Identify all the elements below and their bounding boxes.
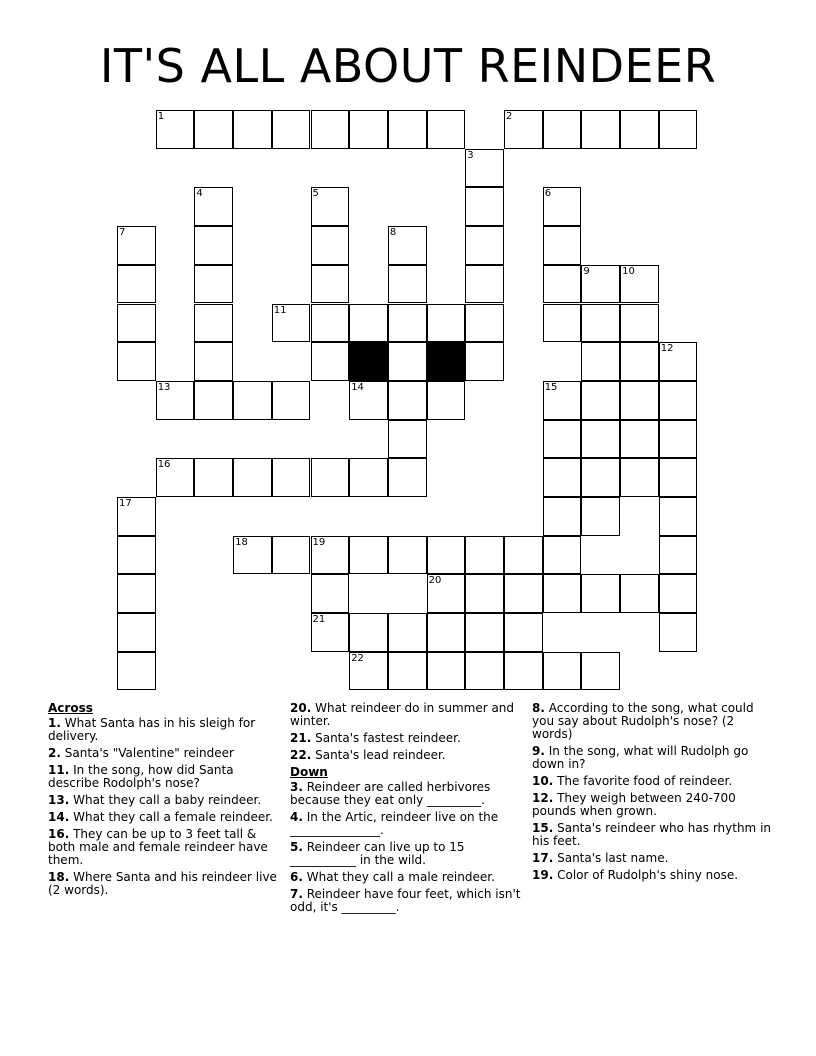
clue-across-2: 2. Santa's "Valentine" reindeer bbox=[48, 746, 234, 760]
grid-cell[interactable] bbox=[233, 110, 272, 149]
grid-cell[interactable] bbox=[504, 110, 543, 149]
grid-cell[interactable] bbox=[388, 458, 427, 497]
grid-cell[interactable] bbox=[311, 342, 350, 381]
clue-number: 5 bbox=[312, 188, 319, 200]
grid-cell[interactable] bbox=[465, 574, 504, 613]
clue-down-7: 7. Reindeer have four feet, which isn't odd, it's _________. bbox=[290, 887, 521, 914]
clue-down-8: 8. According to the song, what could you say about Rudolph's nose? (2 words) bbox=[532, 701, 754, 741]
grid-cell[interactable] bbox=[620, 304, 659, 343]
clue-across-13: 13. What they call a baby reindeer. bbox=[48, 793, 262, 807]
clue-across-1: 1. What Santa has in his sleigh for delivery. bbox=[48, 716, 256, 743]
grid-cell[interactable] bbox=[117, 497, 156, 536]
grid-cell[interactable] bbox=[465, 187, 504, 226]
clue-down-19: 19. Color of Rudolph's shiny nose. bbox=[532, 868, 739, 882]
grid-cell[interactable] bbox=[543, 458, 582, 497]
grid-cell[interactable] bbox=[349, 110, 388, 149]
grid-cell[interactable] bbox=[388, 110, 427, 149]
grid-cell[interactable] bbox=[659, 458, 698, 497]
clue-down-3: 3. Reindeer are called herbivores because they eat only _________. bbox=[290, 780, 491, 807]
grid-cell[interactable] bbox=[194, 226, 233, 265]
grid-cell[interactable] bbox=[311, 458, 350, 497]
clue-number: 2 bbox=[506, 111, 513, 122]
clues-column-3 bbox=[532, 702, 772, 886]
clue-number: 16 bbox=[157, 459, 171, 471]
grid-cell[interactable] bbox=[117, 265, 156, 304]
grid-cell[interactable] bbox=[620, 420, 659, 459]
grid-cell[interactable] bbox=[233, 536, 272, 575]
grid-cell[interactable] bbox=[581, 342, 620, 381]
grid-cell[interactable] bbox=[156, 458, 195, 497]
grid-cell[interactable] bbox=[504, 574, 543, 613]
clue-down-4: 4. In the Artic, reindeer live on the _______________. bbox=[290, 810, 499, 837]
grid-cell[interactable] bbox=[581, 265, 620, 304]
clue-number: 4 bbox=[196, 188, 203, 200]
clue-across-22: 22. Santa's lead reindeer. bbox=[290, 748, 446, 762]
grid-cell[interactable] bbox=[388, 613, 427, 652]
clue-number: 13 bbox=[157, 381, 171, 393]
grid-cell[interactable] bbox=[465, 226, 504, 265]
clue-across-20: 20. What reindeer do in summer and winter. bbox=[290, 701, 515, 728]
grid-cell[interactable] bbox=[349, 381, 388, 420]
clue-down-5: 5. Reindeer can live up to 15 ___________ in the wild. bbox=[290, 840, 465, 867]
crossword-grid bbox=[117, 110, 698, 691]
grid-cell[interactable] bbox=[117, 613, 156, 652]
grid-cell[interactable] bbox=[194, 110, 233, 149]
grid-cell[interactable] bbox=[194, 381, 233, 420]
clues-column-1 bbox=[48, 702, 278, 901]
grid-cell[interactable] bbox=[659, 381, 698, 420]
grid-cell[interactable] bbox=[311, 265, 350, 304]
grid-cell[interactable] bbox=[620, 342, 659, 381]
grid-cell[interactable] bbox=[427, 613, 466, 652]
blocked-cell bbox=[349, 342, 388, 381]
clue-number: 17 bbox=[119, 498, 132, 509]
grid-cell[interactable] bbox=[311, 226, 350, 265]
clues-column-2 bbox=[290, 702, 525, 918]
grid-cell[interactable] bbox=[543, 265, 582, 304]
clue-number: 21 bbox=[312, 614, 326, 626]
grid-cell[interactable] bbox=[233, 381, 272, 420]
grid-cell[interactable] bbox=[117, 226, 156, 265]
grid-cell[interactable] bbox=[465, 149, 504, 188]
grid-cell[interactable] bbox=[659, 497, 698, 536]
grid-cell[interactable] bbox=[311, 304, 350, 343]
grid-cell[interactable] bbox=[427, 574, 466, 613]
grid-cell[interactable] bbox=[465, 304, 504, 343]
clue-number: 14 bbox=[351, 381, 364, 393]
grid-cell[interactable] bbox=[465, 613, 504, 652]
grid-cell[interactable] bbox=[620, 458, 659, 497]
clue-number: 20 bbox=[428, 575, 442, 587]
grid-cell[interactable] bbox=[194, 265, 233, 304]
grid-cell[interactable] bbox=[620, 381, 659, 420]
down-heading: Down bbox=[290, 765, 328, 779]
grid-cell[interactable] bbox=[388, 304, 427, 343]
grid-cell[interactable] bbox=[388, 652, 427, 691]
clue-number: 22 bbox=[351, 652, 364, 664]
clue-number: 6 bbox=[544, 188, 552, 200]
clue-down-15: 15. Santa's reindeer who has rhythm in his feet. bbox=[532, 821, 772, 848]
grid-cell[interactable] bbox=[388, 381, 427, 420]
grid-cell[interactable] bbox=[543, 304, 582, 343]
grid-cell[interactable] bbox=[311, 574, 350, 613]
grid-cell[interactable] bbox=[581, 574, 620, 613]
grid-cell[interactable] bbox=[427, 536, 466, 575]
clue-number: 12 bbox=[660, 343, 674, 355]
grid-cell[interactable] bbox=[194, 187, 233, 226]
clue-down-6: 6. What they call a male reindeer. bbox=[290, 870, 495, 884]
clue-across-21: 21. Santa's fastest reindeer. bbox=[290, 731, 461, 745]
grid-cell[interactable] bbox=[233, 458, 272, 497]
grid-cell[interactable] bbox=[272, 304, 311, 343]
grid-cell[interactable] bbox=[581, 420, 620, 459]
clue-across-11: 11. In the song, how did Santa describe Rodolph's nose? bbox=[48, 763, 234, 790]
grid-cell[interactable] bbox=[388, 342, 427, 381]
grid-cell[interactable] bbox=[581, 304, 620, 343]
grid-cell[interactable] bbox=[117, 574, 156, 613]
grid-cell[interactable] bbox=[581, 497, 620, 536]
grid-cell[interactable] bbox=[620, 574, 659, 613]
grid-cell[interactable] bbox=[388, 226, 427, 265]
grid-cell[interactable] bbox=[388, 265, 427, 304]
grid-cell[interactable] bbox=[272, 536, 311, 575]
grid-cell[interactable] bbox=[659, 110, 698, 149]
grid-cell[interactable] bbox=[272, 381, 311, 420]
grid-cell[interactable] bbox=[659, 420, 698, 459]
clue-number: 3 bbox=[467, 149, 474, 161]
grid-cell[interactable] bbox=[543, 574, 582, 613]
grid-cell[interactable] bbox=[156, 381, 195, 420]
grid-cell[interactable] bbox=[543, 497, 582, 536]
grid-cell[interactable] bbox=[194, 304, 233, 343]
grid-cell[interactable] bbox=[349, 304, 388, 343]
clue-number: 9 bbox=[583, 265, 590, 277]
clue-number: 8 bbox=[389, 227, 397, 239]
grid-cell[interactable] bbox=[504, 613, 543, 652]
clue-down-17: 17. Santa's last name. bbox=[532, 851, 669, 865]
grid-cell[interactable] bbox=[311, 536, 350, 575]
grid-cell[interactable] bbox=[465, 536, 504, 575]
clue-number: 19 bbox=[312, 536, 326, 548]
grid-cell[interactable] bbox=[465, 652, 504, 691]
grid-cell[interactable] bbox=[543, 420, 582, 459]
grid-cell[interactable] bbox=[659, 536, 698, 575]
grid-cell[interactable] bbox=[581, 110, 620, 149]
grid-cell[interactable] bbox=[581, 458, 620, 497]
grid-cell[interactable] bbox=[620, 110, 659, 149]
clue-number: 10 bbox=[622, 265, 635, 277]
grid-cell[interactable] bbox=[427, 652, 466, 691]
clue-across-18: 18. Where Santa and his reindeer live (2 words). bbox=[48, 870, 277, 897]
clue-number: 7 bbox=[119, 227, 126, 239]
grid-cell[interactable] bbox=[659, 342, 698, 381]
grid-cell[interactable] bbox=[620, 265, 659, 304]
grid-cell[interactable] bbox=[465, 342, 504, 381]
grid-cell[interactable] bbox=[427, 110, 466, 149]
grid-cell[interactable] bbox=[272, 458, 311, 497]
clue-across-16: 16. They can be up to 3 feet tall & both male and female reindeer have them. bbox=[48, 827, 268, 867]
blocked-cell bbox=[427, 342, 466, 381]
clue-number: 1 bbox=[157, 111, 165, 122]
grid-cell[interactable] bbox=[117, 304, 156, 343]
grid-cell[interactable] bbox=[117, 536, 156, 575]
grid-cell[interactable] bbox=[543, 536, 582, 575]
grid-cell[interactable] bbox=[117, 652, 156, 691]
across-heading: Across bbox=[48, 701, 93, 715]
clue-down-10: 10. The favorite food of reindeer. bbox=[532, 774, 733, 788]
grid-cell[interactable] bbox=[388, 536, 427, 575]
grid-cell[interactable] bbox=[581, 652, 620, 691]
grid-cell[interactable] bbox=[388, 420, 427, 459]
grid-cell[interactable] bbox=[659, 613, 698, 652]
grid-cell[interactable] bbox=[504, 652, 543, 691]
puzzle-title: IT'S ALL ABOUT REINDEER bbox=[99, 39, 717, 93]
clue-number: 15 bbox=[544, 381, 558, 393]
clue-down-9: 9. In the song, what will Rudolph go down in? bbox=[532, 744, 749, 771]
grid-cell[interactable] bbox=[311, 613, 350, 652]
grid-cell[interactable] bbox=[349, 613, 388, 652]
grid-cell[interactable] bbox=[349, 458, 388, 497]
grid-cell[interactable] bbox=[543, 226, 582, 265]
grid-cell[interactable] bbox=[659, 574, 698, 613]
grid-cell[interactable] bbox=[194, 342, 233, 381]
grid-cell[interactable] bbox=[349, 536, 388, 575]
grid-cell[interactable] bbox=[311, 110, 350, 149]
grid-cell[interactable] bbox=[194, 458, 233, 497]
grid-cell[interactable] bbox=[465, 265, 504, 304]
grid-cell[interactable] bbox=[543, 187, 582, 226]
grid-cell[interactable] bbox=[427, 304, 466, 343]
grid-cell[interactable] bbox=[156, 110, 195, 149]
grid-cell[interactable] bbox=[543, 110, 582, 149]
grid-cell[interactable] bbox=[272, 110, 311, 149]
clue-down-12: 12. They weigh between 240-700 pounds when grown. bbox=[532, 791, 736, 818]
grid-cell[interactable] bbox=[349, 652, 388, 691]
grid-cell[interactable] bbox=[427, 381, 466, 420]
clue-number: 11 bbox=[273, 304, 287, 316]
grid-cell[interactable] bbox=[543, 381, 582, 420]
grid-cell[interactable] bbox=[117, 342, 156, 381]
grid-cell[interactable] bbox=[504, 536, 543, 575]
clue-number: 18 bbox=[235, 536, 248, 548]
grid-cell[interactable] bbox=[581, 381, 620, 420]
grid-cell[interactable] bbox=[543, 652, 582, 691]
clue-across-14: 14. What they call a female reindeer. bbox=[48, 810, 273, 824]
grid-cell[interactable] bbox=[311, 187, 350, 226]
